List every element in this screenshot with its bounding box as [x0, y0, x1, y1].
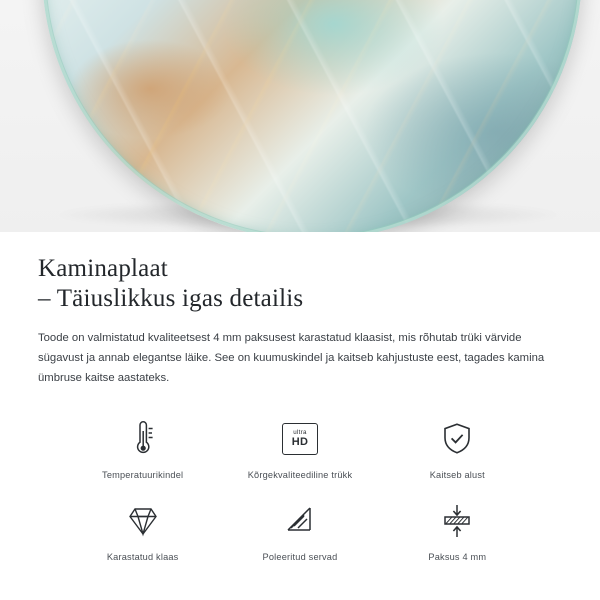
product-description: Toode on valmistatud kvaliteetsest 4 mm paksusest karastatud klaasist, mis rõhutab trüki värvide sügavust ja annab elegantse läike. See on kuumuskindel ja kaitseb kahjustuste eest, tagades kamina ümbruse kaitse aastateks. — [38, 332, 545, 384]
thermometer-icon — [126, 416, 160, 462]
feature-label: Karastatud klaas — [106, 552, 179, 562]
ultra-hd-big-text: HD — [291, 436, 309, 449]
feature-label: Paksus 4 mm — [428, 552, 487, 562]
feature-label: Kõrgekvaliteediline trükk — [247, 470, 353, 480]
thickness-arrows-icon — [437, 498, 477, 544]
feature-thickness — [379, 498, 536, 562]
round-marble-plate — [42, 0, 582, 232]
feature-label: Kaitseb alust — [429, 470, 485, 480]
shield-check-icon — [440, 416, 474, 462]
polished-edges-icon — [280, 498, 320, 544]
feature-temperature-resistant — [64, 416, 221, 480]
feature-label: Temperatuurikindel — [102, 470, 184, 480]
page-title — [38, 254, 562, 314]
hero-product-image — [0, 0, 600, 232]
title-line-2: – Täiuslikkus igas detailis — [38, 285, 304, 312]
title-line-1: Kaminaplaat — [38, 255, 168, 282]
feature-protects-base — [379, 416, 536, 480]
feature-label: Poleeritud servad — [262, 552, 338, 562]
ultra-hd-small-text: ultra — [293, 428, 307, 436]
feature-grid — [38, 416, 562, 562]
content-block — [0, 232, 600, 562]
diamond-icon — [124, 498, 162, 544]
feature-tempered-glass — [64, 498, 221, 562]
ultra-hd-icon — [282, 416, 318, 462]
feature-polished-edges — [221, 498, 378, 562]
feature-high-quality-print — [221, 416, 378, 480]
